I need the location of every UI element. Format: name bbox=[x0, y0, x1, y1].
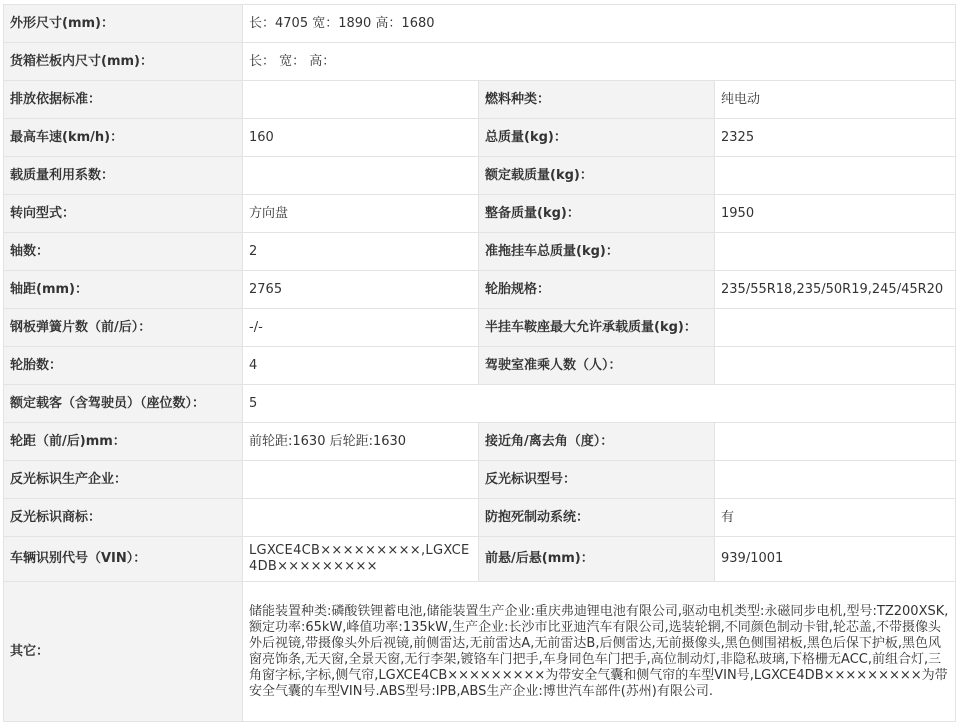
table-row bbox=[4, 81, 956, 119]
spec-label-gross-mass: 总质量(kg)： bbox=[479, 119, 715, 157]
table-row bbox=[4, 582, 956, 722]
spec-value-steering: 方向盘 bbox=[243, 195, 479, 233]
table-row bbox=[4, 423, 956, 461]
table-row bbox=[4, 347, 956, 385]
vehicle-spec-table bbox=[3, 4, 956, 722]
spec-label-fuel-type: 燃料种类： bbox=[479, 81, 715, 119]
spec-label-emission-standard: 排放依据标准： bbox=[4, 81, 243, 119]
spec-value-reflector-maker bbox=[243, 461, 479, 499]
table-row bbox=[4, 195, 956, 233]
spec-value-dimensions: 长：4705 宽：1890 高：1680 bbox=[243, 5, 956, 43]
table-row bbox=[4, 271, 956, 309]
spec-value-curb-mass: 1950 bbox=[715, 195, 956, 233]
spec-value-tire-count: 4 bbox=[243, 347, 479, 385]
spec-value-reflector-model bbox=[715, 461, 956, 499]
spec-label-wheelbase: 轴距(mm)： bbox=[4, 271, 243, 309]
spec-value-tire-spec: 235/55R18,235/50R19,245/45R20 bbox=[715, 271, 956, 309]
spec-label-trailer-mass: 准拖挂车总质量(kg)： bbox=[479, 233, 715, 271]
table-row bbox=[4, 157, 956, 195]
spec-value-abs: 有 bbox=[715, 499, 956, 537]
spec-label-tire-count: 轮胎数： bbox=[4, 347, 243, 385]
spec-label-curb-mass: 整备质量(kg)： bbox=[479, 195, 715, 233]
spec-label-reflector-model: 反光标识型号： bbox=[479, 461, 715, 499]
spec-label-rated-load: 额定载质量(kg)： bbox=[479, 157, 715, 195]
spec-label-seats: 额定载客（含驾驶员）（座位数）： bbox=[4, 385, 243, 423]
spec-label-abs: 防抱死制动系统： bbox=[479, 499, 715, 537]
spec-value-emission-standard bbox=[243, 81, 479, 119]
table-row bbox=[4, 309, 956, 347]
table-row bbox=[4, 5, 956, 43]
spec-value-gross-mass: 2325 bbox=[715, 119, 956, 157]
table-row bbox=[4, 537, 956, 582]
spec-label-reflector-brand: 反光标识商标： bbox=[4, 499, 243, 537]
spec-label-vin: 车辆识别代号（VIN）： bbox=[4, 537, 243, 582]
spec-value-other: 储能装置种类:磷酸铁锂蓄电池,储能装置生产企业:重庆弗迪锂电池有限公司,驱动电机类型:永磁同步电机,型号:TZ200XSK,额定功率:65kW,峰值功率:135kW,生产企业:长沙市比亚迪汽车有限公司,选装轮辋,不同颜色制动卡钳,轮芯盖,不带摄像头外后视镜,带摄像头外后视镜,前侧雷达,无前雷达A,无前雷达B,后侧雷达,无前摄像头,黑色侧围裙板,黑色后保下护板,黑色风窗亮饰条,无天窗,全景天窗,无行李架,镀铬车门把手,车身同色车门把手,高位制动灯,非隐私玻璃,下格栅无ACC,前组合灯,三角窗字标,字标,侧气帘,LGXCE4CB×××××××××为带安全气囊和侧气帘的车型VIN号,LGXCE4DB×××××××××为带安全气囊的车型VIN号.ABS型号:IPB,ABS生产企业:博世汽车部件(苏州)有限公司. bbox=[243, 582, 956, 722]
spec-value-overhang: 939/1001 bbox=[715, 537, 956, 582]
spec-label-approach-departure: 接近角/离去角（度）： bbox=[479, 423, 715, 461]
spec-value-reflector-brand bbox=[243, 499, 479, 537]
spec-value-load-factor bbox=[243, 157, 479, 195]
spec-value-seats: 5 bbox=[243, 385, 956, 423]
spec-value-wheelbase: 2765 bbox=[243, 271, 479, 309]
spec-label-other: 其它： bbox=[4, 582, 243, 722]
table-row bbox=[4, 385, 956, 423]
spec-label-cab-occupants: 驾驶室准乘人数（人）： bbox=[479, 347, 715, 385]
spec-value-max-speed: 160 bbox=[243, 119, 479, 157]
spec-value-track-width: 前轮距:1630 后轮距:1630 bbox=[243, 423, 479, 461]
table-row bbox=[4, 119, 956, 157]
table-row bbox=[4, 233, 956, 271]
spec-value-saddle-load bbox=[715, 309, 956, 347]
spec-label-leaf-springs: 钢板弹簧片数（前/后）： bbox=[4, 309, 243, 347]
spec-label-saddle-load: 半挂车鞍座最大允许承载质量(kg)： bbox=[479, 309, 715, 347]
table-row bbox=[4, 499, 956, 537]
spec-value-leaf-springs: -/- bbox=[243, 309, 479, 347]
spec-label-overhang: 前悬/后悬(mm)： bbox=[479, 537, 715, 582]
spec-value-cab-occupants bbox=[715, 347, 956, 385]
spec-value-vin: LGXCE4CB×××××××××,LGXCE4DB××××××××× bbox=[243, 537, 479, 582]
spec-label-cargo-box: 货箱栏板内尺寸(mm)： bbox=[4, 43, 243, 81]
spec-label-track-width: 轮距（前/后)mm： bbox=[4, 423, 243, 461]
spec-label-steering: 转向型式： bbox=[4, 195, 243, 233]
table-row bbox=[4, 43, 956, 81]
spec-label-dimensions: 外形尺寸(mm)： bbox=[4, 5, 243, 43]
spec-label-max-speed: 最高车速(km/h)： bbox=[4, 119, 243, 157]
spec-label-axles: 轴数： bbox=[4, 233, 243, 271]
table-row bbox=[4, 461, 956, 499]
spec-label-reflector-maker: 反光标识生产企业： bbox=[4, 461, 243, 499]
spec-value-trailer-mass bbox=[715, 233, 956, 271]
spec-value-rated-load bbox=[715, 157, 956, 195]
spec-label-tire-spec: 轮胎规格： bbox=[479, 271, 715, 309]
spec-label-load-factor: 载质量利用系数： bbox=[4, 157, 243, 195]
spec-value-cargo-box: 长： 宽： 高： bbox=[243, 43, 956, 81]
spec-value-axles: 2 bbox=[243, 233, 479, 271]
spec-value-approach-departure bbox=[715, 423, 956, 461]
spec-value-fuel-type: 纯电动 bbox=[715, 81, 956, 119]
